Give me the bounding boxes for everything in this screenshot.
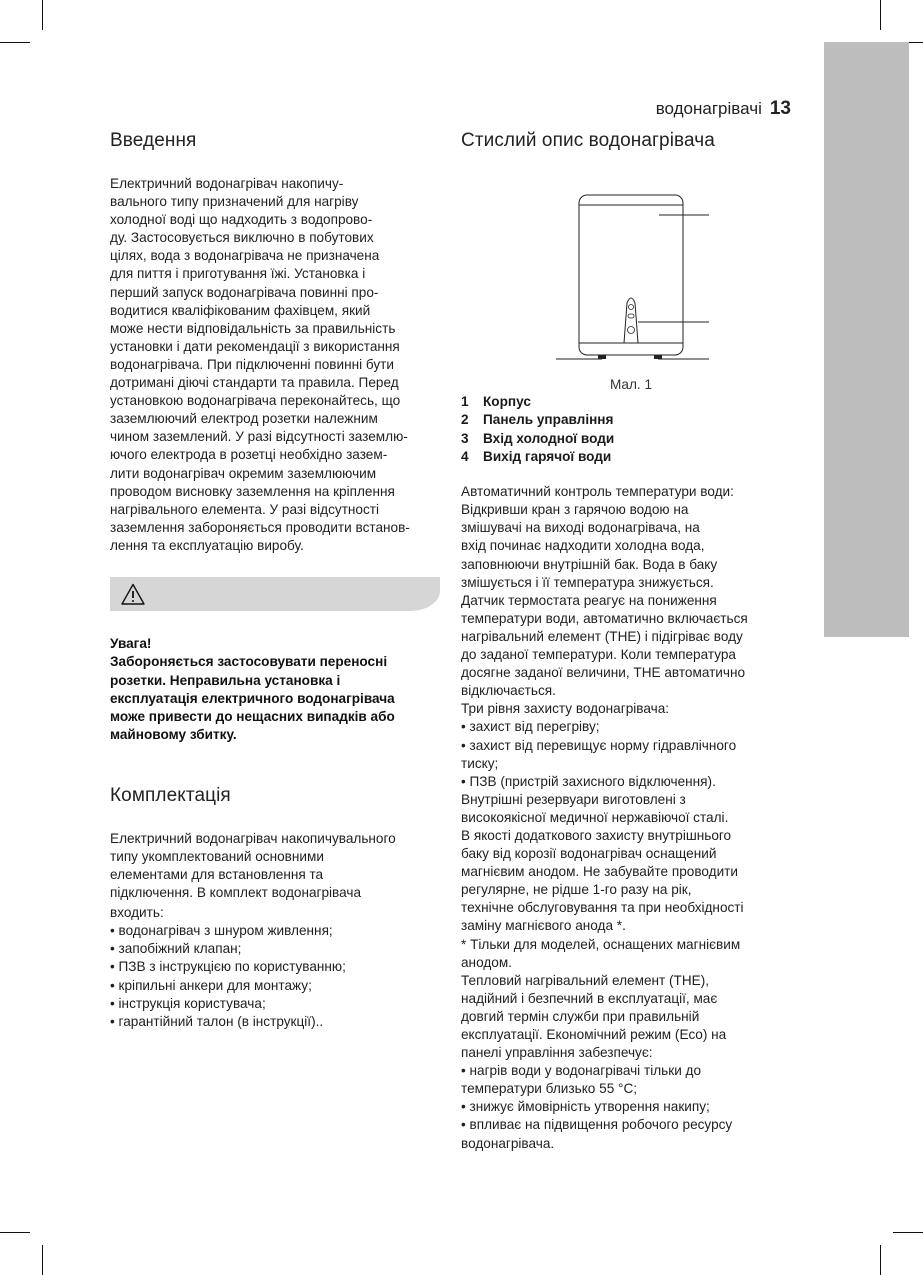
page-number: 13 bbox=[769, 98, 791, 119]
section-side-tab bbox=[824, 42, 909, 637]
crop-mark bbox=[893, 1232, 923, 1233]
kit-item: • кріпильні анкери для монтажу; bbox=[110, 977, 312, 993]
legend-item: 1 Корпус bbox=[461, 394, 531, 409]
running-header bbox=[656, 98, 791, 120]
figure-caption: Мал. 1 bbox=[609, 377, 653, 392]
kit-item: • гарантійний талон (в інструкції).. bbox=[110, 1013, 324, 1029]
header-section: водонагрівачі bbox=[655, 99, 762, 118]
intro-title: Введення bbox=[110, 130, 197, 151]
legend-item: 2 Панель управління bbox=[461, 412, 614, 428]
left-column bbox=[110, 130, 440, 1031]
water-heater-illustration bbox=[461, 169, 801, 369]
kit-text: Електричний водонагрівач накопичувального типу укомплектований основними елементами для встановлення та підключення. В комплект водонагрівача входить: • водонагрівач з шнуром живлення; • запобіжний клапан; • ПЗВ з інструкцією по користуванню; • кріпильні анкери для монтажу; • інструкція користувача; • гарантійний талон (в інструкції).. bbox=[110, 830, 440, 1031]
figure-legend bbox=[461, 393, 801, 466]
warning-bar bbox=[110, 577, 440, 611]
warning-heading: Увага! bbox=[110, 635, 152, 651]
kit-item: • запобіжний клапан; bbox=[110, 941, 242, 957]
legend-item: 3 Вхід холодної води bbox=[461, 430, 615, 446]
right-column bbox=[461, 130, 801, 1153]
kit-item: • інструкція користувача; bbox=[110, 995, 266, 1011]
crop-mark bbox=[42, 1245, 43, 1275]
legend-item: 4 Вихід гарячої води bbox=[461, 448, 612, 464]
intro-text: Електричний водонагрівач накопичу- вального типу призначений для нагріву холодної воді що надходить з водопрово- ду. Застосовується виключно в побутових цілях, вода з водонагрівача не призначена для пиття і приготування їжі. Установка і перший запуск водонагрівача повинні про- водитися кваліфікованим фахівцем, який може нести відповідальність за правильність установки і дати рекомендації з використання водонагрівача. При підключенні повинні бути дотримані діючі стандарти та правила. Перед установкою водонагрівача переконайтесь, що заземлюючий електрод розетки належним чином заземлений. У разі відсутності заземлю- ючого електрода в розетці необхідно зазем- лити водонагрівач окремим заземлюючим проводом висновку заземлення на кріплення нагрівального елемента. У разі відсутності заземлення забороняється проводити встанов- лення та експлуатацію виробу. bbox=[110, 176, 410, 553]
kit-item: • водонагрівач з шнуром живлення; bbox=[110, 923, 333, 939]
warning-text: Увага! Забороняється застосовувати переносні розетки. Неправильна установка і експлуатація електричного водонагрівача може привести до нещасних випадків або майновому збитку. bbox=[110, 635, 440, 745]
crop-mark bbox=[880, 0, 881, 30]
overview-text: Автоматичний контроль температури води: Відкривши кран з гарячою водою на змішувачі на виході водонагрівача, на вхід починає надходити холодна вода, заповнюючи внутрішній бак. Вода в баку змішується і її температура знижується. Датчик термостата реагує на пониження температури води, автоматично включається нагрівальний елемент (ТНЕ) і підігріває воду до заданої температури. Коли температура досягне заданої величини, ТНЕ автоматично відключається. Три рівня захисту водонагрівача: • захист від перегріву; • захист від перевищує норму гідравлічного тиску; • ПЗВ (пристрій захисного відключення). Внутрішні резервуари виготовлені з високоякісної медичної нержавіючої сталі. В якості додаткового захисту внутрішнього баку від корозії водонагрівач оснащений магнієвим анодом. Не забувайте проводити регулярне, не рідше 1-го разу на рік, технічне обслуговування та при необхідності заміну магнієвого анода *. * Тільки для моделей, оснащених магнієвим анодом. Тепловий нагрівальний елемент (ТНЕ), надійний і безпечний в експлуатації, має довгий термін служби при правильній експлуатації. Економічний режим (Eco) на панелі управління забезпечує: • нагрів води у водонагрівачі тільки до температури близько 55 °C; • знижує ймовірність утворення накипу; • впливає на підвищення робочого ресурсу водонагрівача. bbox=[461, 484, 748, 1151]
warning-triangle-icon bbox=[121, 583, 145, 605]
crop-mark bbox=[42, 0, 43, 30]
kit-title: Комплектація bbox=[110, 784, 231, 806]
kit-item: • ПЗВ з інструкцією по користуванню; bbox=[110, 959, 346, 975]
overview-title: Стислий опис водонагрівача bbox=[461, 130, 715, 151]
crop-mark bbox=[0, 1232, 30, 1233]
crop-mark bbox=[0, 42, 30, 43]
crop-mark bbox=[880, 1245, 881, 1275]
water-heater-diagram bbox=[461, 169, 801, 369]
